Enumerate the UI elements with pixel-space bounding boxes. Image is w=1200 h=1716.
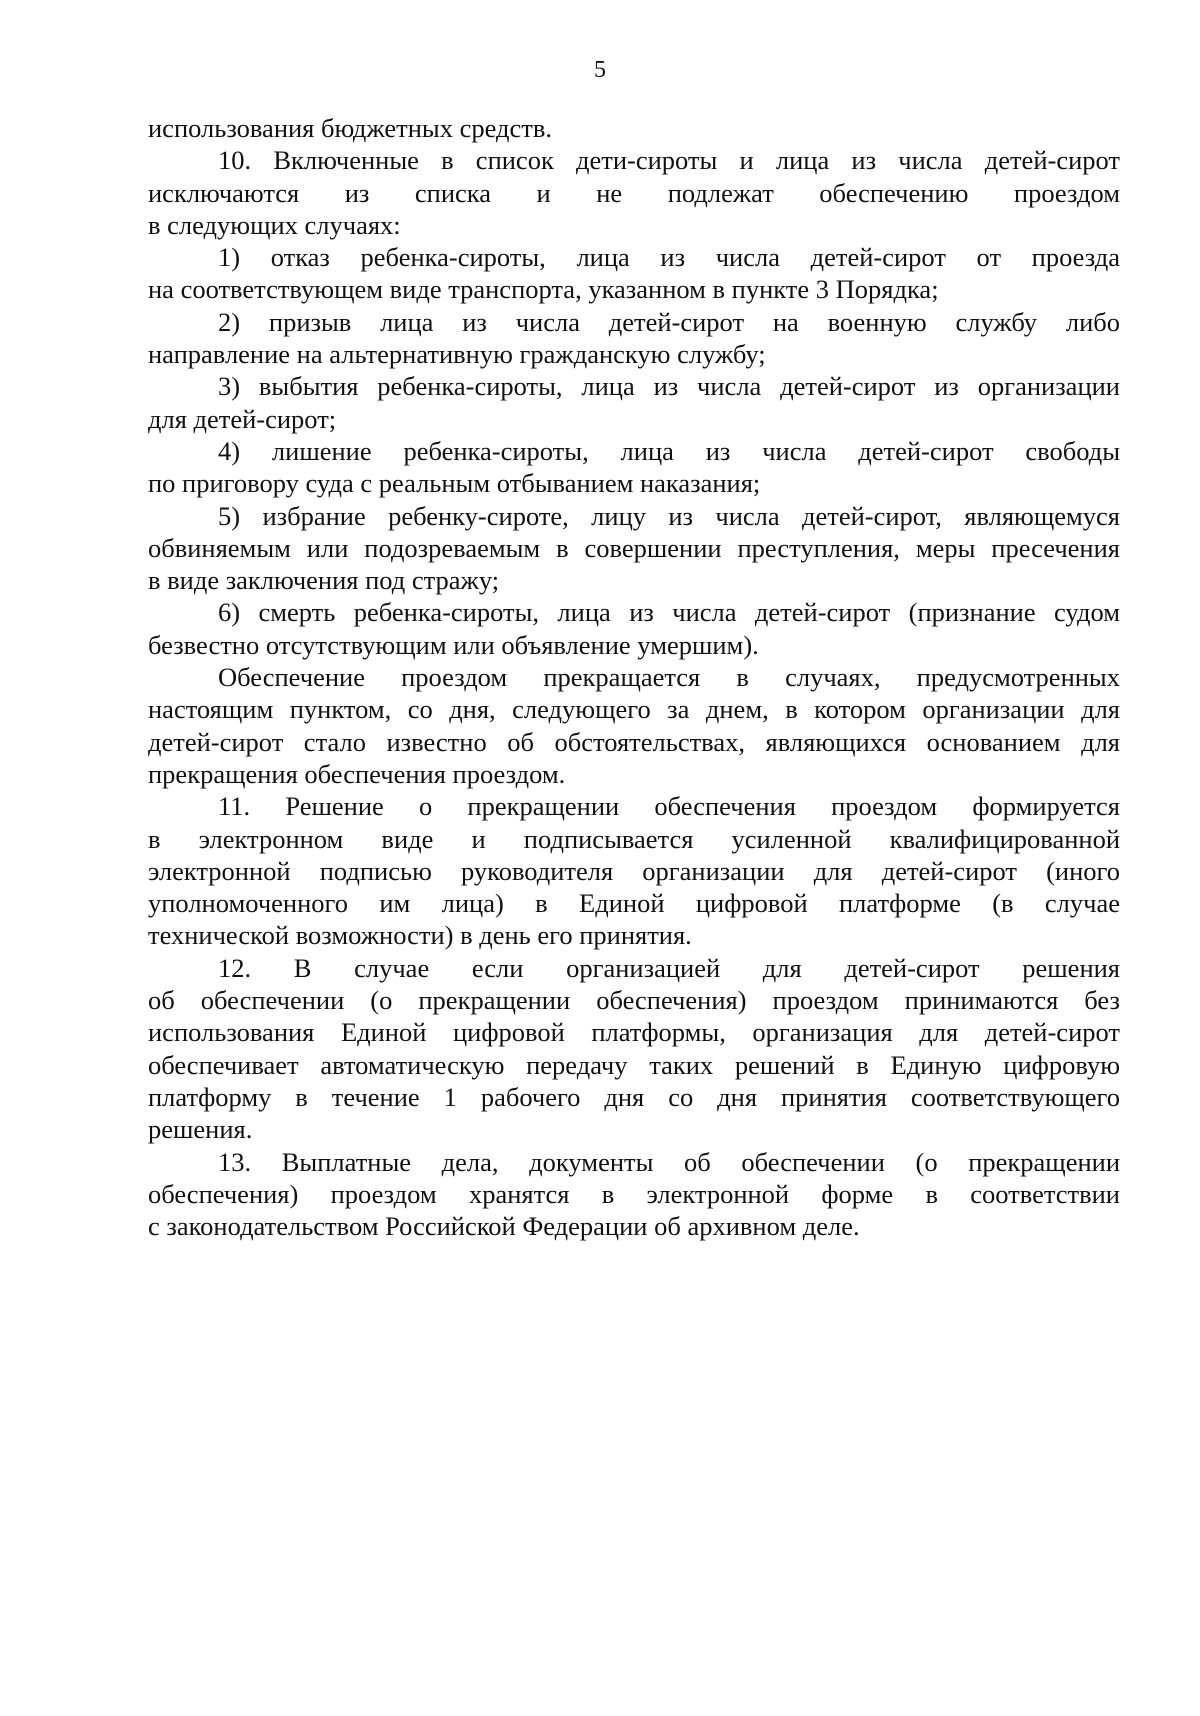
text-line: обеспечения) проездом хранятся в электронной форме в соответствии (148, 1178, 1120, 1209)
text-line: использования бюджетных средств. (148, 113, 552, 143)
paragraph-item-11 (148, 790, 1120, 951)
text-line: об обеспечении (о прекращении обеспечения) проездом принимаются без (148, 985, 1120, 1016)
paragraph-item-13 (148, 1146, 1120, 1243)
page-number: 5 (594, 57, 606, 83)
paragraph-subitem-2 (148, 306, 1120, 371)
text-line: электронной подписью руководителя организации для детей-сирот (иного (148, 855, 1120, 886)
document-body (148, 112, 1120, 1242)
text-line: настоящим пунктом, со дня, следующего за днем, в котором организации для (148, 694, 1120, 725)
text-line: 11. Решение о прекращении обеспечения проездом формируется (218, 791, 1120, 822)
text-line: обеспечивает автоматическую передачу таких решений в Единую цифровую (148, 1049, 1120, 1080)
text-line: в виде заключения под стражу; (148, 565, 500, 596)
text-line: решения. (148, 1114, 253, 1145)
text-line: с законодательством Российской Федерации об архивном деле. (148, 1211, 860, 1242)
text-line: для детей-сирот; (148, 403, 337, 434)
text-line: на соответствующем виде транспорта, указанном в пункте 3 Порядка; (148, 274, 939, 305)
paragraph-subitem-6 (148, 596, 1120, 661)
text-line: в следующих случаях: (148, 209, 401, 240)
text-line: исключаются из списка и не подлежат обеспечению проездом (148, 177, 1120, 208)
paragraph-subitem-4 (148, 435, 1120, 500)
text-line: технической возможности) в день его принятия. (148, 920, 692, 951)
text-line: Обеспечение проездом прекращается в случаях, предусмотренных (218, 662, 1120, 693)
text-line: 4) лишение ребенка-сироты, лица из числа детей-сирот свободы (218, 435, 1120, 466)
paragraph-subitem-5 (148, 500, 1120, 597)
text-line: детей-сирот стало известно об обстоятельствах, являющихся основанием для (148, 726, 1120, 757)
text-line: 3) выбытия ребенка-сироты, лица из числа детей-сирот из организации (218, 371, 1120, 402)
paragraph-termination (148, 661, 1120, 790)
text-line: 6) смерть ребенка-сироты, лица из числа детей-сирот (признание судом (218, 597, 1120, 628)
text-line: использования Единой цифровой платформы, организация для детей-сирот (148, 1017, 1120, 1048)
text-line: 1) отказ ребенка-сироты, лица из числа детей-сирот от проезда (218, 242, 1120, 273)
paragraph-item-12 (148, 952, 1120, 1146)
paragraph-item-10 (148, 144, 1120, 241)
text-line: обвиняемым или подозреваемым в совершении преступления, меры пресечения (148, 532, 1120, 563)
text-line: 12. В случае если организацией для детей-сирот решения (218, 952, 1120, 983)
text-line: 5) избрание ребенку-сироте, лицу из числа детей-сирот, являющемуся (218, 500, 1120, 531)
text-line: 10. Включенные в список дети-сироты и лица из числа детей-сирот (218, 145, 1120, 176)
paragraph-subitem-3 (148, 370, 1120, 435)
text-line: направление на альтернативную гражданскую службу; (148, 339, 766, 370)
text-line: прекращения обеспечения проездом. (148, 758, 566, 789)
text-line: в электронном виде и подписывается усиленной квалифицированной (148, 823, 1120, 854)
paragraph-continuation (148, 112, 1120, 144)
text-line: 13. Выплатные дела, документы об обеспечении (о прекращении (218, 1146, 1120, 1177)
text-line: платформу в течение 1 рабочего дня со дня принятия соответствующего (148, 1081, 1120, 1112)
text-line: по приговору суда с реальным отбыванием наказания; (148, 468, 761, 499)
paragraph-subitem-1 (148, 241, 1120, 306)
text-line: 2) призыв лица из числа детей-сирот на военную службу либо (218, 306, 1120, 337)
text-line: уполномоченного им лица) в Единой цифровой платформе (в случае (148, 888, 1120, 919)
text-line: безвестно отсутствующим или объявление умершим). (148, 629, 759, 660)
